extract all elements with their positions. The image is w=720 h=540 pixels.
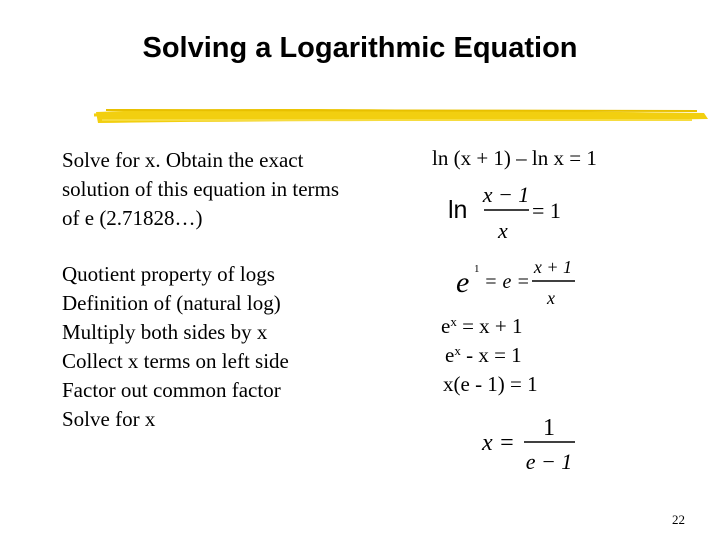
fraction-numerator: x + 1: [533, 257, 573, 277]
slide-title: Solving a Logarithmic Equation: [142, 32, 578, 64]
collect-equation: [445, 343, 522, 368]
multiply-equation: [441, 314, 523, 339]
page-number: 22: [672, 512, 685, 527]
eq-rest: = x + 1: [456, 314, 523, 338]
solution-equation: [478, 410, 588, 476]
eq-exponent: x: [450, 314, 457, 329]
definition-equation: [454, 252, 584, 314]
problem-line: solution of this equation in terms: [62, 177, 340, 201]
factor-equation: x(e - 1) = 1: [443, 372, 538, 396]
problem-line: of e (2.71828…): [62, 206, 203, 230]
exp-base: e: [456, 266, 470, 299]
fraction-numerator: 1: [543, 415, 555, 441]
fraction-denominator: x: [547, 288, 555, 308]
highlighter-underline: [92, 98, 712, 132]
problem-line: Solve for x. Obtain the exact: [62, 148, 304, 172]
original-equation: ln (x + 1) – ln x = 1: [432, 146, 597, 170]
eq-base: e: [445, 343, 455, 367]
middle-expression: = e =: [484, 271, 530, 293]
steps-list: [62, 260, 289, 434]
fraction-denominator: e − 1: [525, 449, 573, 474]
step-item: Collect x terms on left side: [62, 349, 289, 373]
eq-base: e: [441, 314, 451, 338]
step-item: Multiply both sides by x: [62, 320, 268, 344]
eq-exponent: x: [454, 343, 461, 358]
solution-lhs: x =: [482, 430, 515, 456]
equation-rhs: = 1: [532, 198, 561, 223]
eq-rest: - x = 1: [460, 343, 522, 367]
step-item: Quotient property of logs: [62, 262, 275, 286]
ln-label: ln: [448, 196, 468, 224]
step-item: Definition of (natural log): [62, 291, 281, 315]
problem-statement: [62, 146, 339, 233]
step-item: Solve for x: [62, 407, 156, 431]
quotient-equation: [440, 178, 570, 244]
fraction-denominator: x: [498, 218, 508, 243]
fraction-numerator: x − 1: [482, 182, 530, 207]
step-item: Factor out common factor: [62, 378, 281, 402]
exp-power: 1: [474, 263, 480, 275]
